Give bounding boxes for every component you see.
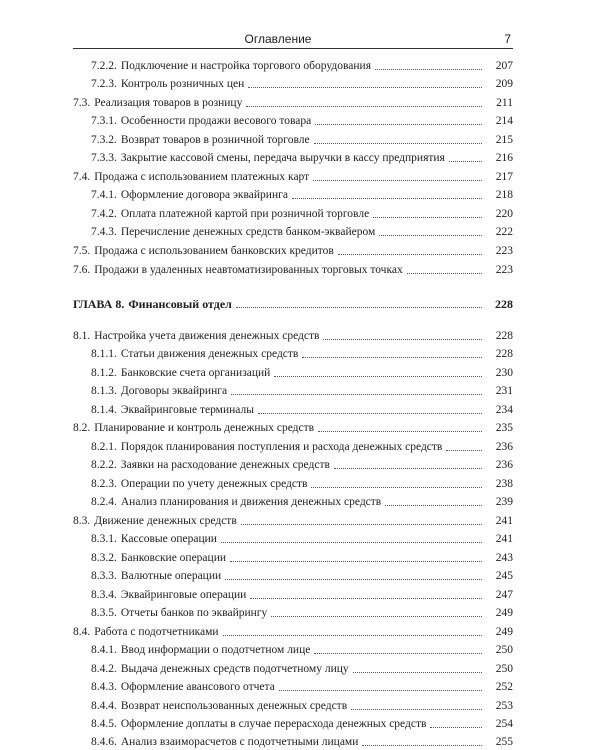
toc-subsection: [73, 56, 513, 74]
toc-title: Ввод информации о подотчетном лице: [120, 644, 311, 656]
toc-page-number: 250: [495, 663, 513, 675]
dot-leader: [314, 143, 482, 144]
toc-entry-text: [73, 366, 485, 381]
dot-leader: [407, 273, 482, 274]
toc-subsection: [73, 548, 513, 566]
toc-title: Банковские счета организаций: [120, 367, 271, 379]
toc-entry-text: [73, 662, 485, 677]
toc-number: 8.3.3.: [91, 570, 117, 582]
toc-title: Продажа с использованием платежных карт: [94, 171, 310, 183]
toc-number: 8.2.1.: [91, 441, 117, 453]
toc-number: 7.4.1.: [91, 189, 117, 201]
dot-leader: [223, 635, 482, 636]
toc-title: Анализ планирования и движения денежных средств: [120, 496, 382, 508]
toc-page-number: 235: [495, 422, 513, 434]
toc-section: [73, 241, 513, 259]
toc-page-number: 211: [496, 97, 513, 109]
toc-entry-text: [73, 297, 485, 312]
toc-subsection: [73, 585, 513, 603]
toc-subsection: [73, 455, 513, 473]
dot-leader: [231, 394, 482, 395]
dot-leader: [230, 561, 482, 562]
toc-page-number: 214: [495, 115, 513, 127]
dot-leader: [241, 524, 482, 525]
dot-leader: [274, 376, 482, 377]
toc-number: 7.2.2.: [91, 60, 117, 72]
dot-leader: [446, 450, 482, 451]
toc-number: 8.4.3.: [91, 681, 117, 693]
toc-entry-text: [73, 77, 485, 92]
dot-leader: [279, 690, 482, 691]
toc-entry-text: [73, 606, 485, 621]
toc-subsection: [73, 437, 513, 455]
toc-title: Выдача денежных средств подотчетному лицу: [120, 663, 349, 675]
dot-leader: [315, 124, 482, 125]
toc-subsection: [73, 714, 513, 732]
toc-page-number: 228: [495, 348, 513, 360]
toc-entry-text: [73, 188, 485, 203]
toc-title: Валютные операции: [120, 570, 222, 582]
toc-title: Эквайринговые терминалы: [120, 404, 254, 416]
toc-page-number: 249: [495, 607, 513, 619]
dot-leader: [292, 198, 482, 199]
toc-subsection: [73, 603, 513, 621]
toc-entry-text: [73, 225, 485, 240]
toc-section: [73, 260, 513, 278]
toc-number: 7.6.: [73, 264, 91, 276]
dot-leader: [353, 672, 482, 673]
toc-subsection: [73, 222, 513, 240]
toc-page-number: 222: [495, 226, 513, 238]
toc-entry-text: [73, 477, 485, 492]
toc-title: Порядок планирования поступления и расхода денежных средств: [120, 441, 443, 453]
toc-number: 7.4.: [73, 171, 91, 183]
toc-entry-text: [73, 96, 485, 111]
header-title: Оглавление: [244, 32, 312, 46]
toc-page-number: 223: [495, 264, 513, 276]
toc-title: Продажи в удаленных неавтоматизированных торговых точках: [94, 264, 403, 276]
dot-leader: [334, 468, 482, 469]
toc-page-number: 255: [495, 736, 513, 748]
toc-title: Заявки на расходование денежных средств: [120, 459, 330, 471]
toc-entry-text: [73, 347, 485, 362]
toc-number: 8.2.2.: [91, 459, 117, 471]
toc-entry-text: [73, 458, 485, 473]
toc-number: 8.1.1.: [91, 348, 117, 360]
dot-leader: [313, 180, 482, 181]
toc-title: Возврат товаров в розничной торговле: [120, 134, 310, 146]
toc-number: 7.5.: [73, 245, 91, 257]
toc-number: 8.1.2.: [91, 367, 117, 379]
toc-title: Работа с подотчетниками: [94, 626, 219, 638]
toc-page-number: 215: [495, 134, 513, 146]
toc-title: Движение денежных средств: [94, 515, 237, 527]
toc-number: 7.3.2.: [91, 134, 117, 146]
toc-title: Настройка учета движения денежных средств: [94, 330, 320, 342]
toc-section: [73, 167, 513, 185]
toc-section: [73, 326, 513, 344]
dot-leader: [246, 106, 482, 107]
toc-page-number: 217: [495, 171, 513, 183]
dot-leader: [271, 616, 482, 617]
toc-subsection: [73, 363, 513, 381]
toc-number: 8.1.: [73, 330, 91, 342]
toc-title: Банковские операции: [120, 552, 227, 564]
toc-section: [73, 418, 513, 436]
toc-title: Оплата платежной картой при розничной торговле: [120, 208, 370, 220]
toc-title: Особенности продажи весового товара: [120, 115, 312, 127]
toc-entry-text: [73, 151, 485, 166]
toc-page-number: 238: [495, 478, 513, 490]
toc-number: 8.2.: [73, 422, 91, 434]
toc-entry-text: [73, 244, 485, 259]
toc-page-number: 228: [495, 330, 513, 342]
toc-page-number: 250: [495, 644, 513, 656]
toc-number: 8.4.5.: [91, 718, 117, 730]
toc-title: Оформление доплаты в случае перерасхода денежных средств: [120, 718, 427, 730]
dot-leader: [221, 542, 482, 543]
toc-entry-text: [73, 133, 485, 148]
toc-title: Продажа с использованием банковских кредитов: [94, 245, 334, 257]
toc-entry-text: [73, 643, 485, 658]
toc-page-number: 247: [495, 589, 513, 601]
toc-entry-text: [73, 514, 485, 529]
toc-title: Финансовый отдел: [128, 297, 232, 311]
toc-title: Статьи движения денежных средств: [120, 348, 299, 360]
toc-subsection: [73, 474, 513, 492]
toc-title: Анализ взаиморасчетов с подотчетными лицами: [120, 736, 359, 748]
toc-section: [73, 511, 513, 529]
toc-number: 7.3.: [73, 97, 91, 109]
toc-number: 8.4.6.: [91, 736, 117, 748]
toc-subsection: [73, 696, 513, 714]
toc-number: 8.3.4.: [91, 589, 117, 601]
dot-leader: [323, 339, 482, 340]
toc-entry-text: [73, 588, 485, 603]
dot-leader: [385, 505, 482, 506]
dot-leader: [362, 745, 482, 746]
toc-title: Подключение и настройка торгового оборудования: [120, 60, 371, 72]
toc-number: 7.3.1.: [91, 115, 117, 127]
dot-leader: [258, 413, 482, 414]
toc-subsection: [73, 204, 513, 222]
toc-page-number: 245: [495, 570, 513, 582]
toc-number: 8.3.1.: [91, 533, 117, 545]
toc-title: Эквайринговые операции: [120, 589, 247, 601]
toc-entry-text: [73, 495, 485, 510]
dot-leader: [318, 431, 482, 432]
toc-entry-text: [73, 329, 485, 344]
toc-title: Договоры эквайринга: [120, 385, 228, 397]
toc-entry-text: [73, 170, 485, 185]
toc-number: ГЛАВА 8.: [73, 297, 125, 311]
toc-title: Возврат неиспользованных денежных средств: [120, 700, 348, 712]
toc-title: Отчеты банков по эквайрингу: [120, 607, 268, 619]
toc-number: 8.3.5.: [91, 607, 117, 619]
toc-entry-text: [73, 207, 485, 222]
dot-leader: [379, 235, 482, 236]
toc-title: Планирование и контроль денежных средств: [94, 422, 315, 434]
toc-number: 8.3.: [73, 515, 91, 527]
toc-page-number: 254: [495, 718, 513, 730]
toc-number: 8.1.4.: [91, 404, 117, 416]
toc-page-number: 231: [495, 385, 513, 397]
toc-subsection: [73, 732, 513, 750]
toc-page-number: 252: [495, 681, 513, 693]
dot-leader: [351, 709, 482, 710]
toc-entry-text: [73, 735, 485, 750]
toc-title: Реализация товаров в розницу: [94, 97, 243, 109]
toc-page-number: 218: [495, 189, 513, 201]
dot-leader: [302, 357, 482, 358]
toc-subsection: [73, 148, 513, 166]
toc-page-number: 209: [495, 78, 513, 90]
toc-subsection: [73, 344, 513, 362]
toc-entry-text: [73, 699, 485, 714]
dot-leader: [250, 598, 482, 599]
toc-page-number: 236: [495, 441, 513, 453]
toc-page-number: 234: [495, 404, 513, 416]
toc-page-number: 249: [495, 626, 513, 638]
toc-subsection: [73, 529, 513, 547]
dot-leader: [430, 727, 482, 728]
toc-entry-text: [73, 717, 485, 732]
header-page-number: 7: [504, 32, 511, 46]
toc-entry-text: [73, 569, 485, 584]
toc-title: Закрытие кассовой смены, передача выручки в кассу предприятия: [120, 152, 445, 164]
toc-entry-text: [73, 680, 485, 695]
toc-page-number: 207: [495, 60, 513, 72]
toc-number: 8.2.4.: [91, 496, 117, 508]
toc-page-number: 223: [495, 245, 513, 257]
toc-number: 8.4.4.: [91, 700, 117, 712]
toc-page-number: 239: [495, 496, 513, 508]
toc-entry-text: [73, 263, 485, 278]
toc-page-number: 241: [495, 515, 513, 527]
toc-number: 7.2.3.: [91, 78, 117, 90]
page-header: [73, 28, 513, 49]
dot-leader: [314, 653, 482, 654]
toc-subsection: [73, 130, 513, 148]
toc-title: Оформление договора эквайринга: [120, 189, 288, 201]
toc-entry-text: [73, 440, 485, 455]
toc-page-number: 236: [495, 459, 513, 471]
toc-page-number: 228: [495, 297, 513, 311]
toc-subsection: [73, 185, 513, 203]
toc-title: Перечисление денежных средств банком-эквайером: [120, 226, 376, 238]
toc-number: 8.1.3.: [91, 385, 117, 397]
toc-number: 7.4.2.: [91, 208, 117, 220]
toc-page-number: 230: [495, 367, 513, 379]
toc-chapter: [73, 294, 513, 312]
toc-entry-text: [73, 114, 485, 129]
dot-leader: [449, 161, 482, 162]
toc-section: [73, 622, 513, 640]
toc-entry-text: [73, 532, 485, 547]
toc-subsection: [73, 659, 513, 677]
dot-leader: [375, 69, 482, 70]
toc-subsection: [73, 74, 513, 92]
toc-number: 8.2.3.: [91, 478, 117, 490]
toc-subsection: [73, 381, 513, 399]
toc-title: Оформление авансового отчета: [120, 681, 275, 693]
dot-leader: [338, 254, 482, 255]
toc-entry-text: [73, 421, 485, 436]
dot-leader: [225, 579, 482, 580]
toc-subsection: [73, 566, 513, 584]
toc-title: Контроль розничных цен: [120, 78, 245, 90]
toc-entry-text: [73, 551, 485, 566]
toc-number: 8.4.2.: [91, 663, 117, 675]
toc-subsection: [73, 492, 513, 510]
toc-entry-text: [73, 59, 485, 74]
toc-number: 7.4.3.: [91, 226, 117, 238]
toc-number: 8.4.: [73, 626, 91, 638]
dot-leader: [248, 87, 482, 88]
toc-subsection: [73, 677, 513, 695]
toc-page-number: 243: [495, 552, 513, 564]
toc-entry-text: [73, 403, 485, 418]
toc-subsection: [73, 640, 513, 658]
dot-leader: [236, 307, 482, 308]
toc-subsection: [73, 111, 513, 129]
dot-leader: [373, 217, 482, 218]
toc-number: 8.3.2.: [91, 552, 117, 564]
dot-leader: [311, 487, 482, 488]
toc-page-number: 216: [495, 152, 513, 164]
toc-entry-text: [73, 384, 485, 399]
toc-page-number: 220: [495, 208, 513, 220]
toc-subsection: [73, 400, 513, 418]
toc-entry-text: [73, 625, 485, 640]
toc-section: [73, 93, 513, 111]
toc-page-number: 253: [495, 700, 513, 712]
toc-number: 7.3.3.: [91, 152, 117, 164]
toc-title: Операции по учету денежных средств: [120, 478, 308, 490]
toc-number: 8.4.1.: [91, 644, 117, 656]
toc-title: Кассовые операции: [120, 533, 217, 545]
toc-page-number: 241: [495, 533, 513, 545]
